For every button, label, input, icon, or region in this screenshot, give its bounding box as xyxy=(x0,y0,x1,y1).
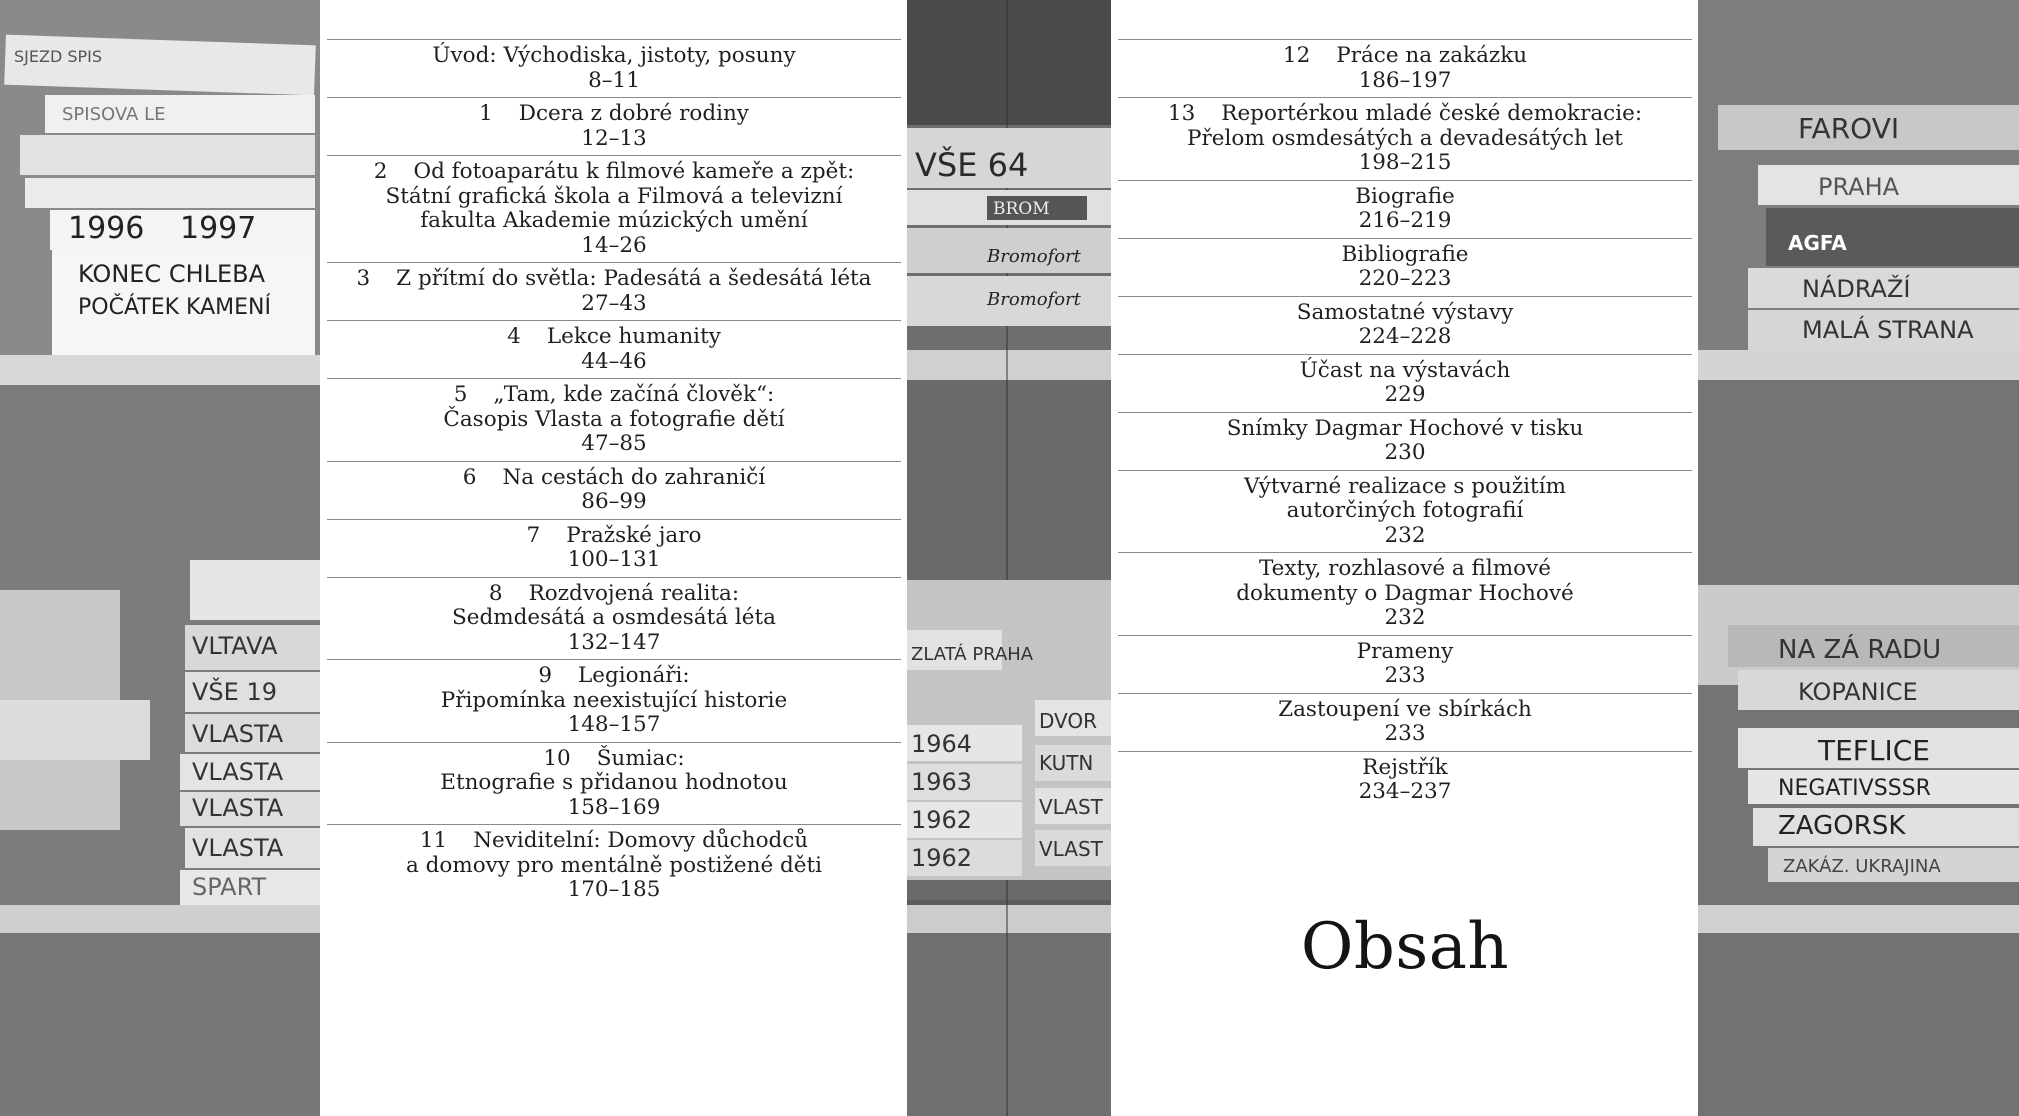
chapter-number: 1 xyxy=(479,101,493,126)
toc-entry-title: Rozdvojená realita: xyxy=(528,580,740,606)
page-range: 232 xyxy=(1384,522,1426,548)
toc-entry xyxy=(1118,98,1692,181)
toc-entry-title-line xyxy=(1118,417,1692,442)
toc-entry-title: Pražské jaro xyxy=(566,522,702,548)
box-label: VŠE 64 xyxy=(915,146,1029,184)
toc-entry-title-line xyxy=(327,747,901,772)
box-label: MALÁ STRANA xyxy=(1802,316,1974,344)
chapter-number: 13 xyxy=(1167,101,1196,126)
toc-entry-title: Snímky Dagmar Hochové v tisku xyxy=(1226,415,1584,441)
toc-entry xyxy=(327,156,901,263)
toc-entry xyxy=(1118,553,1692,636)
box-label: AGFA xyxy=(1788,231,1847,255)
toc-entry-title-line xyxy=(1118,557,1692,582)
page-range: 233 xyxy=(1384,721,1426,746)
page-range: 224–228 xyxy=(1358,324,1452,349)
toc-entry-title: autorčiných fotografií xyxy=(1286,498,1524,523)
box-label: 1964 xyxy=(911,730,973,758)
toc-entry-title-line xyxy=(327,408,901,433)
page-range: 14–26 xyxy=(581,232,647,258)
box-label: BROM xyxy=(993,199,1050,219)
box-label: ZAKÁZ. UKRAJINA xyxy=(1783,856,1941,877)
box-label: VLASTA xyxy=(192,834,284,862)
toc-entry-title: Zastoupení ve sbírkách xyxy=(1278,696,1532,722)
toc-entry-title: Neviditelní: Domovy důchodců xyxy=(473,828,809,853)
page-range: 186–197 xyxy=(1358,67,1452,93)
toc-entry-title-line xyxy=(1118,756,1692,781)
toc-entry xyxy=(1118,694,1692,752)
toc-entry-title-line xyxy=(1118,102,1692,127)
toc-entry-title-line xyxy=(1118,698,1692,723)
archive-photo-left xyxy=(0,0,320,1116)
toc-entry-title: Časopis Vlasta a fotografie dětí xyxy=(443,406,785,432)
toc-entry xyxy=(1118,40,1692,98)
page-range: 44–46 xyxy=(581,348,647,374)
box-label: 1996 xyxy=(68,211,145,246)
chapter-number: 7 xyxy=(526,522,541,548)
box-label: SPISOVA LE xyxy=(62,104,166,125)
chapter-number: 6 xyxy=(462,464,477,490)
box-label: NEGATIVSSSR xyxy=(1778,776,1931,801)
page-range: 216–219 xyxy=(1358,208,1452,233)
box-label: VLAST xyxy=(1039,837,1103,861)
page-range: 132–147 xyxy=(567,629,661,655)
chapter-number: 9 xyxy=(538,663,553,688)
toc-entry-title-line xyxy=(327,185,901,210)
toc-entry xyxy=(327,462,901,520)
box-label: DVOR xyxy=(1039,709,1098,733)
toc-entry-title: Účast na výstavách xyxy=(1299,357,1511,383)
toc-entry-title-line xyxy=(1118,44,1692,69)
page-range: 100–131 xyxy=(567,547,661,572)
toc-entry-title: Reportérkou mladé české demokracie: xyxy=(1221,101,1643,126)
box-label: VLASTA xyxy=(192,794,284,822)
toc-entry xyxy=(327,40,901,98)
toc-entry xyxy=(1118,181,1692,239)
toc-entry-title: Úvod: Východiska, jistoty, posuny xyxy=(432,43,796,68)
toc-entry-title-line xyxy=(327,829,901,854)
toc-entry-title: Lekce humanity xyxy=(546,324,721,349)
box-label: PRAHA xyxy=(1818,173,1900,201)
toc-entry-title-line xyxy=(327,689,901,714)
box-label: NÁDRAŽÍ xyxy=(1802,275,1911,303)
toc-entry xyxy=(327,263,901,321)
page-range: 27–43 xyxy=(581,290,647,316)
toc-entry-title-line xyxy=(327,160,901,185)
page-range: 86–99 xyxy=(581,489,647,514)
toc-entry-title-line xyxy=(327,44,901,69)
page-range: 12–13 xyxy=(581,125,647,151)
toc-entry xyxy=(1118,752,1692,809)
box-label: NA ZÁ RADU xyxy=(1778,635,1942,665)
toc-entry-title-line xyxy=(1118,475,1692,500)
chapter-number: 3 xyxy=(356,266,371,291)
toc-entry xyxy=(1118,471,1692,554)
toc-entry-title: Texty, rozhlasové a filmové xyxy=(1259,556,1551,581)
toc-entry-title: Připomínka neexistující historie xyxy=(440,687,788,713)
toc-entry xyxy=(1118,355,1692,413)
toc-entry-title: Bibliografie xyxy=(1341,241,1469,267)
toc-entry xyxy=(1118,413,1692,471)
toc-entry xyxy=(327,578,901,661)
toc-entry xyxy=(327,98,901,156)
chapter-number: 2 xyxy=(373,159,388,184)
box-label: KONEC CHLEBA xyxy=(78,260,266,288)
toc-entry xyxy=(1118,297,1692,355)
toc-entry-title-line xyxy=(1118,359,1692,384)
page-range: 230 xyxy=(1384,440,1426,465)
toc-column-left xyxy=(320,0,907,1116)
box-label: POČÁTEK KAMENÍ xyxy=(78,295,271,320)
toc-entry-title: Biografie xyxy=(1355,183,1455,209)
toc-entry-title-line xyxy=(1118,640,1692,665)
toc-entry-title: Státní grafická škola a Filmová a televizní xyxy=(385,183,843,209)
toc-entry-title-line xyxy=(327,771,901,796)
page-range: 233 xyxy=(1384,663,1426,688)
toc-entry-title-line xyxy=(327,664,901,689)
page-range: 170–185 xyxy=(567,877,661,902)
toc-entry-title-line xyxy=(1118,499,1692,524)
toc-entry-title-line xyxy=(1118,301,1692,326)
toc-entry-title-line xyxy=(327,466,901,491)
box-label: Bromofort xyxy=(987,289,1081,310)
toc-entry-title-line xyxy=(327,854,901,879)
box-label: 1962 xyxy=(911,844,973,872)
toc-entry-title-line xyxy=(327,102,901,127)
toc-entry-title: Přelom osmdesátých a devadesátých let xyxy=(1187,125,1623,151)
chapter-number: 11 xyxy=(419,828,448,853)
box-label: VLAST xyxy=(1039,795,1103,819)
box-label: FAROVI xyxy=(1798,112,1900,145)
toc-entry xyxy=(327,520,901,578)
toc-entry-title: „Tam, kde začíná člověk“: xyxy=(493,382,775,407)
box-label: SJEZD SPIS xyxy=(14,47,103,66)
toc-entry xyxy=(327,660,901,743)
box-label: KUTN xyxy=(1039,751,1094,775)
toc-entry-title: Od fotoaparátu k filmové kameře a zpět: xyxy=(413,159,855,184)
toc-entry-title: a domovy pro mentálně postižené děti xyxy=(405,852,823,878)
box-label: VLASTA xyxy=(192,758,284,786)
toc-entry-title-line xyxy=(327,325,901,350)
toc-entry xyxy=(1118,239,1692,297)
box-label: 1963 xyxy=(911,768,973,796)
toc-entry-title-line xyxy=(327,267,901,292)
page-range: 47–85 xyxy=(581,431,647,456)
page-title: Obsah xyxy=(1300,910,1510,984)
toc-entry-title: Výtvarné realizace s použitím xyxy=(1244,473,1566,499)
toc-entry-title: Sedmdesátá a osmdesátá léta xyxy=(452,605,776,630)
toc-entry-title-line xyxy=(1118,582,1692,607)
page-range: 198–215 xyxy=(1358,150,1452,175)
page-range: 8–11 xyxy=(588,67,640,93)
toc-entry xyxy=(327,379,901,462)
toc-entry-title: dokumenty o Dagmar Hochové xyxy=(1236,580,1574,606)
toc-entry-title: Na cestách do zahraničí xyxy=(502,464,766,490)
box-label: 1962 xyxy=(911,806,973,834)
toc-entry-title: fakulta Akademie múzických umění xyxy=(420,208,808,233)
archive-photo-middle xyxy=(907,0,1111,1116)
toc-entry-title: Samostatné výstavy xyxy=(1296,299,1514,325)
box-label: SPART xyxy=(192,873,267,901)
box-label: KOPANICE xyxy=(1798,678,1918,706)
box-label: 1997 xyxy=(180,211,257,246)
toc-entry-title-line xyxy=(327,582,901,607)
page-range: 234–237 xyxy=(1358,779,1452,804)
toc-entry-title: Prameny xyxy=(1356,638,1454,664)
toc-entry-title-line xyxy=(1118,185,1692,210)
chapter-number: 8 xyxy=(488,580,503,606)
chapter-number: 12 xyxy=(1282,43,1311,68)
archive-photo-right xyxy=(1698,0,2019,1116)
toc-entry-title: Dcera z dobré rodiny xyxy=(518,101,749,126)
toc-entry xyxy=(327,321,901,379)
page-range: 229 xyxy=(1384,382,1426,407)
chapter-number: 10 xyxy=(543,745,571,771)
toc-entry-title-line xyxy=(1118,243,1692,268)
box-label: TEFLICE xyxy=(1818,734,1930,767)
toc-entry-title-line xyxy=(1118,127,1692,152)
page-range: 148–157 xyxy=(567,712,661,737)
toc-entry-title-line xyxy=(327,383,901,408)
toc-entry xyxy=(327,743,901,826)
page-range: 158–169 xyxy=(567,794,661,820)
toc-entry xyxy=(327,825,901,907)
toc-entry-title: Šumiac: xyxy=(596,745,685,771)
toc-list-left xyxy=(327,39,901,907)
toc-entry-title: Etnografie s přidanou hodnotou xyxy=(440,770,788,795)
box-label: ZAGORSK xyxy=(1778,811,1906,841)
chapter-number: 4 xyxy=(507,324,521,349)
toc-entry-title: Práce na zakázku xyxy=(1336,43,1528,68)
toc-entry xyxy=(1118,636,1692,694)
toc-entry-title: Z přítmí do světla: Padesátá a šedesátá léta xyxy=(396,266,872,291)
box-label: VLASTA xyxy=(192,720,284,748)
box-label: VLTAVA xyxy=(192,632,278,660)
toc-entry-title: Legionáři: xyxy=(578,663,690,688)
toc-list-right xyxy=(1118,39,1692,809)
chapter-number: 5 xyxy=(453,382,468,407)
toc-entry-title-line xyxy=(327,524,901,549)
toc-entry-title-line xyxy=(327,606,901,631)
box-label: Bromofort xyxy=(987,246,1081,267)
toc-entry-title-line xyxy=(327,209,901,234)
box-label: VŠE 19 xyxy=(192,678,277,706)
box-label: ZLATÁ PRAHA xyxy=(911,644,1034,665)
toc-entry-title: Rejstřík xyxy=(1362,754,1448,780)
page-range: 220–223 xyxy=(1358,266,1452,291)
page-range: 232 xyxy=(1384,605,1426,630)
